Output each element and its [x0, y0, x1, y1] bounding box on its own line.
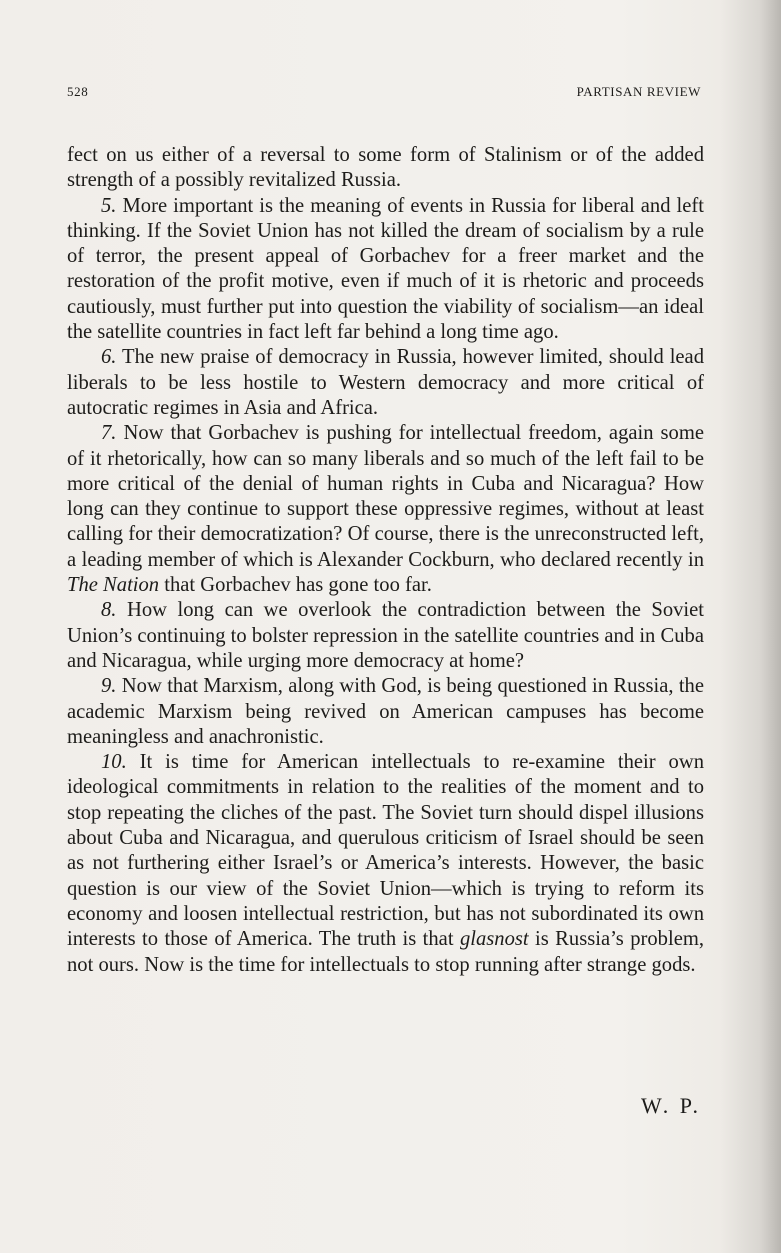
- running-header: [67, 84, 701, 100]
- item-number: 6.: [101, 346, 117, 369]
- italic-term: glasnost: [459, 928, 529, 951]
- item-number: 10.: [101, 751, 127, 774]
- paragraph-8: 8. How long can we overlook the contradiction between the Soviet Union’s continuing to bolster repression in the satellite countries and in Cuba and Nicaragua, while urging more democracy at home?: [67, 599, 704, 672]
- article-body: [67, 143, 704, 978]
- journal-title: PARTISAN REVIEW: [576, 84, 701, 99]
- paragraph-7: 7. Now that Gorbachev is pushing for intellectual freedom, again some of it rhetorically, how can so many liberals and so much of the left fail to be more critical of the denial of human rights in Cuba and Nicaragua? How long can they continue to support these oppressive regimes, without at least calling for their democratization? Of course, there is the unreconstructed left, a leading member of which is Alexander Cockburn, who declared recently in The Nation that Gorbachev has gone too far.: [67, 422, 704, 597]
- paragraph-10: 10. It is time for American intellectuals to re-examine their own ideological commitments in relation to the realities of the moment and to stop repeating the cliches of the past. The Soviet turn should dispel illusions about Cuba and Nicaragua, and querulous criticism of Israel should be seen as not furthering either Israel’s or America’s interests. However, the basic question is our view of the Soviet Union—which is trying to reform its economy and loosen intellectual restriction, but has not subordinated its own interests to those of America. The truth is that glasnost is Russia’s problem, not ours. Now is the time for intellectuals to stop running after strange gods.: [67, 751, 705, 976]
- item-number: 8.: [101, 599, 117, 622]
- italic-title: The Nation: [67, 574, 160, 597]
- page-number: 528: [67, 84, 89, 99]
- item-number: 5.: [101, 194, 117, 217]
- item-number: 9.: [101, 675, 117, 698]
- paragraph-6: 6. The new praise of democracy in Russia, however limited, should lead liberals to be less hostile to Western democracy and more critical of autocratic regimes in Asia and Africa.: [67, 346, 704, 419]
- paragraph-continuation: fect on us either of a reversal to some form of Stalinism or of the added strength of a possibly revitalized Russia.: [67, 144, 704, 192]
- paragraph-5: 5. More important is the meaning of events in Russia for liberal and left thinking. If the Soviet Union has not killed the dream of socialism by a rule of terror, the present appeal of Gorbachev for a freer market and the restoration of the profit motive, even if much of it is rhetoric and proceeds cautiously, must further put into question the viability of socialism—an ideal the satellite countries in fact left far behind a long time ago.: [67, 194, 704, 344]
- item-number: 7.: [101, 422, 117, 445]
- author-signature: W. P.: [640, 1093, 701, 1118]
- paragraph-9: 9. Now that Marxism, along with God, is being questioned in Russia, the academic Marxism being revived on American campuses has become meaningless and anachronistic.: [67, 675, 704, 748]
